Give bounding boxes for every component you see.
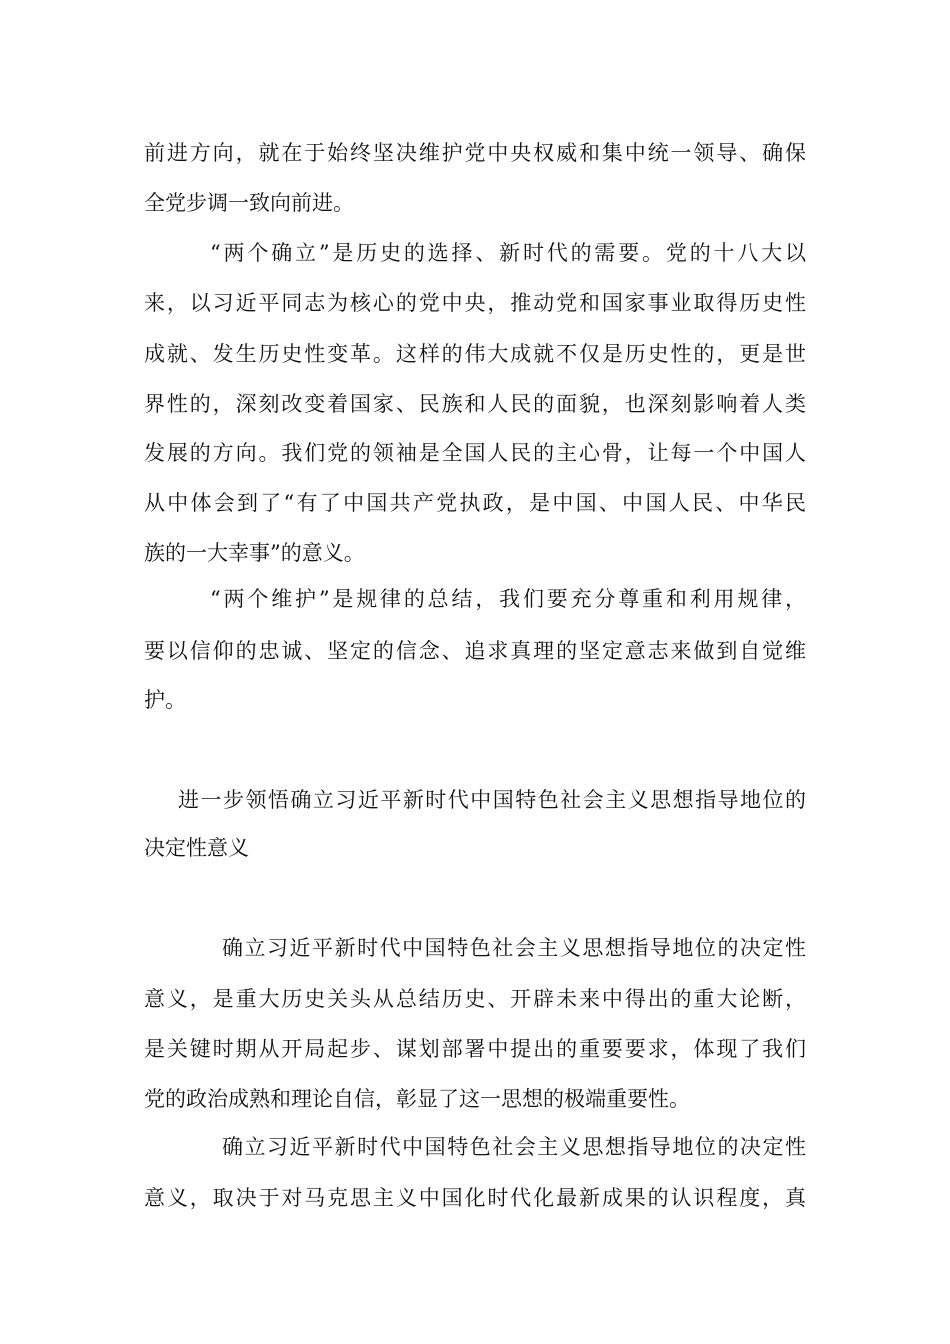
text-line: 族的一大幸事”的意义。 (144, 541, 365, 565)
text-line: 全党步调一致向前进。 (144, 191, 354, 215)
section-heading: 决定性意义 (144, 836, 249, 860)
text-line: 确立习近平新时代中国特色社会主义思想指导地位的决定性 (222, 936, 806, 960)
text-line: 确立习近平新时代中国特色社会主义思想指导地位的决定性 (222, 1135, 806, 1159)
text-line: 要以信仰的忠诚、坚定的信念、追求真理的坚定意志来做到自觉维 (144, 639, 806, 663)
text-line: 发展的方向。我们党的领袖是全国人民的主心骨，让每一个中国人 (144, 441, 806, 465)
text-line: 来，以习近平同志为核心的党中央，推动党和国家事业取得历史性 (144, 291, 806, 315)
text-line: 意义，取决于对马克思主义中国化时代化最新成果的认识程度，真 (144, 1186, 806, 1210)
text-line: 护。 (144, 688, 186, 712)
text-line: “两个确立”是历史的选择、新时代的需要。党的十八大以 (210, 241, 806, 265)
text-line: 是关键时期从开局起步、谋划部署中提出的重要要求，体现了我们 (144, 1037, 806, 1061)
text-line: 从中体会到了“有了中国共产党执政，是中国、中国人民、中华民 (144, 491, 806, 515)
section-heading: 进一步领悟确立习近平新时代中国特色社会主义思想指导地位的 (178, 788, 806, 812)
text-line: 党的政治成熟和理论自信，彰显了这一思想的极端重要性。 (144, 1087, 690, 1111)
text-line: 界性的，深刻改变着国家、民族和人民的面貌，也深刻影响着人类 (144, 392, 806, 416)
text-line: 意义，是重大历史关头从总结历史、开辟未来中得出的重大论断， (144, 987, 806, 1011)
text-line: 前进方向，就在于始终坚决维护党中央权威和集中统一领导、确保 (144, 141, 806, 165)
text-line: “两个维护”是规律的总结，我们要充分尊重和利用规律， (210, 587, 806, 611)
text-line: 成就、发生历史性变革。这样的伟大成就不仅是历史性的，更是世 (144, 342, 806, 366)
